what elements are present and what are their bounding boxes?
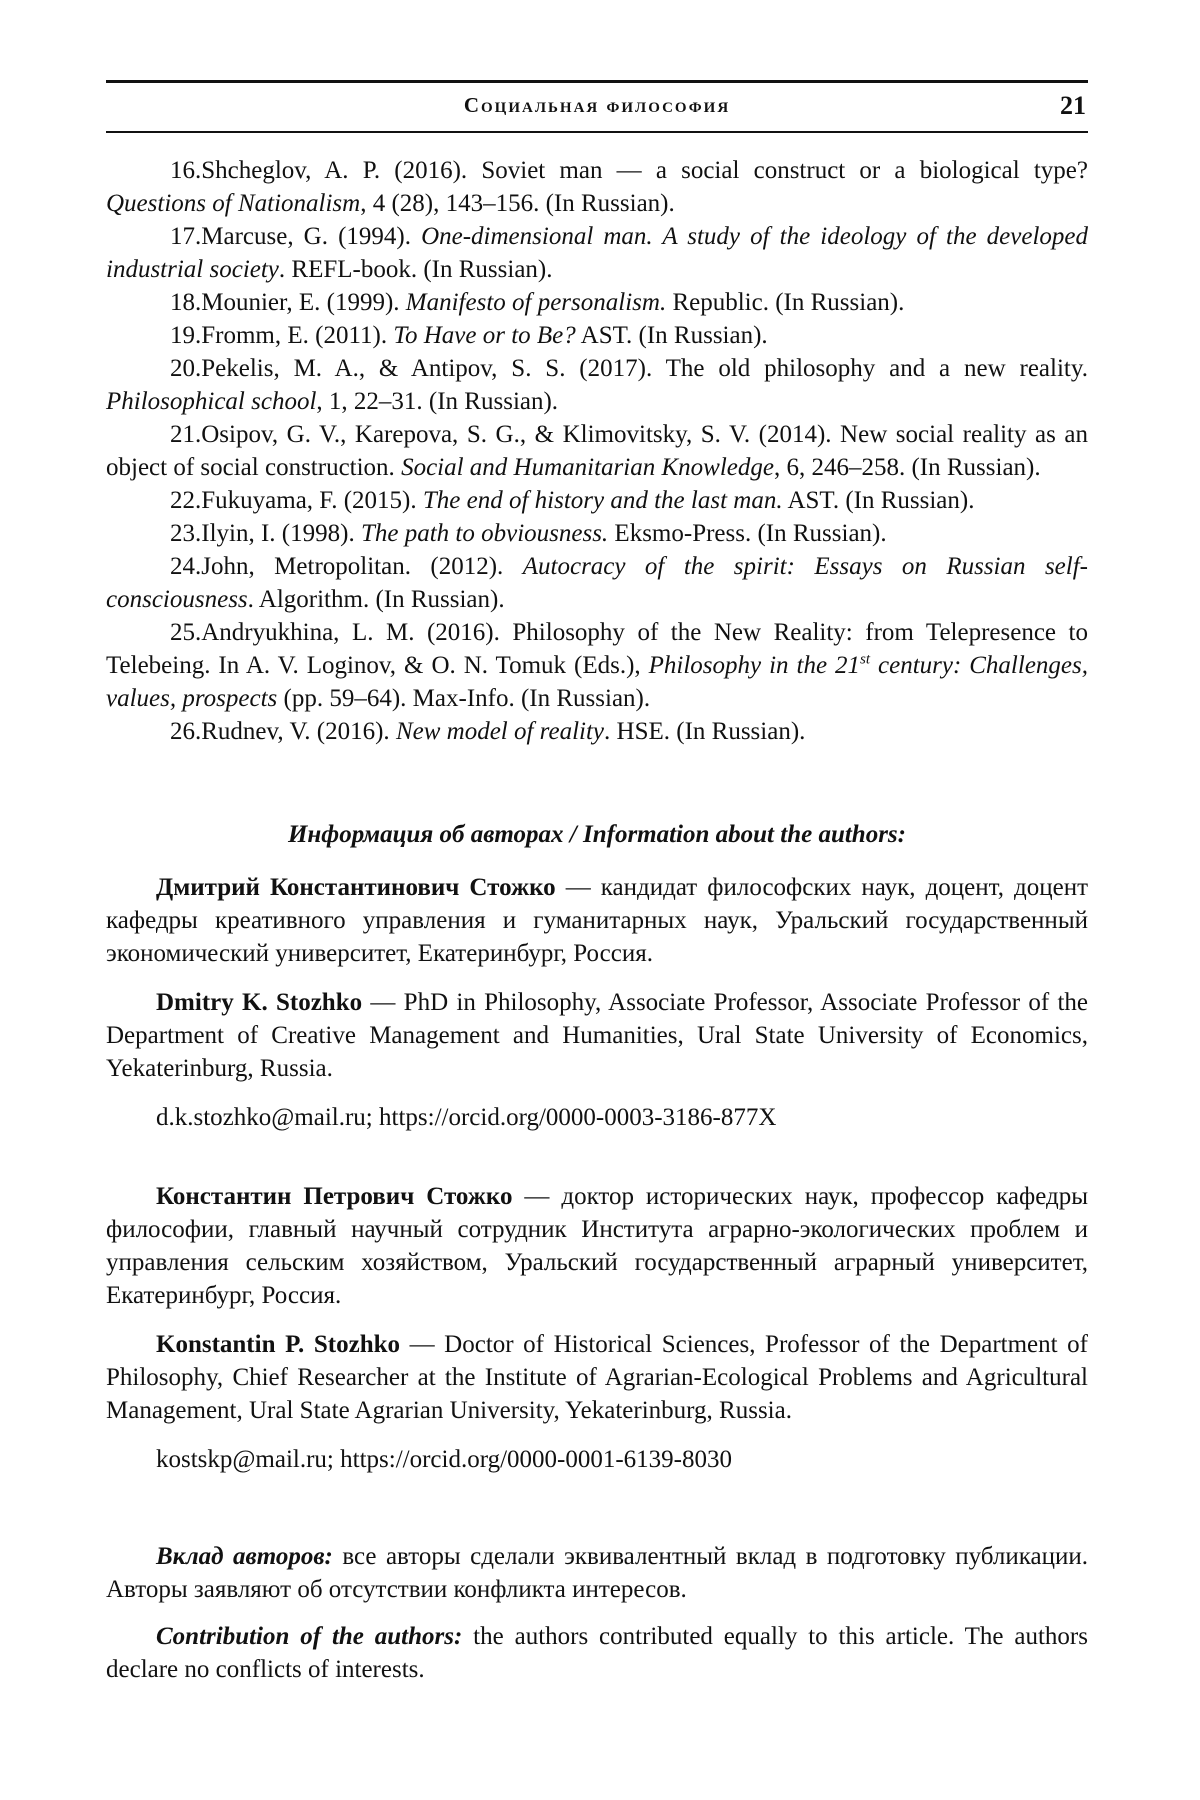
reference-details: , 1, 22–31. (In Russian). (316, 388, 559, 415)
author-contact: d.k.stozhko@mail.ru; https://orcid.org/0000-0003-3186-877X (156, 1104, 777, 1131)
reference-text: Osipov, G. V., Karepova, S. G., & Klimovitsky, S. V. (2014). New social reality as an object of social construction. (106, 421, 1088, 481)
reference-source: To Have or to Be? (393, 322, 576, 349)
reference-source: The end of history and the last man. (422, 487, 783, 514)
reference-number: 25. (170, 619, 202, 646)
reference-item (106, 517, 1088, 550)
reference-source: Questions of Nationalism (106, 190, 361, 217)
author-name: Константин Петрович Стожко (156, 1183, 513, 1210)
reference-item (106, 550, 1088, 616)
running-header (106, 80, 1088, 133)
reference-details: . HSE. (In Russian). (604, 718, 806, 745)
author-contact: kostskp@mail.ru; https://orcid.org/0000-0001-6139-8030 (156, 1446, 733, 1473)
author-info-en (106, 986, 1088, 1085)
reference-source-continued: century: Challenges, values, prospects (106, 652, 1088, 712)
reference-list (106, 154, 1088, 748)
reference-source: One-dimensional man. A study of the ideology of the developed industrial society (106, 223, 1088, 283)
reference-number: 21. (170, 421, 202, 448)
reference-text: Andryukhina, L. M. (2016). Philosophy of the New Reality: from Telepresence to Telebeing. In A. V. Loginov, & O. N. Tomuk (Eds.), (106, 619, 1088, 679)
reference-text: Fromm, E. (2011). (201, 322, 394, 349)
reference-details: AST. (In Russian). (575, 322, 768, 349)
reference-number: 24. (170, 553, 202, 580)
author-name: Дмитрий Константинович Стожко (156, 874, 556, 901)
reference-details: . REFL-book. (In Russian). (278, 256, 553, 283)
reference-details: Eksmo-Press. (In Russian). (608, 520, 887, 547)
reference-item (106, 616, 1088, 715)
contribution-label: Contribution of the authors: (156, 1623, 463, 1650)
reference-number: 23. (170, 520, 202, 547)
reference-item (106, 319, 1088, 352)
contribution-text: все авторы сделали эквивалентный вклад в подготовку публикации. Авторы заявляют об отсутствии конфликта интересов. (106, 1543, 1088, 1603)
reference-source: Manifesto of personalism. (405, 289, 667, 316)
reference-text: Marcuse, G. (1994). (201, 223, 422, 250)
reference-item (106, 715, 1088, 748)
reference-source: Philosophical school (106, 388, 317, 415)
running-title: Социальная философия (463, 93, 731, 117)
reference-number: 17. (170, 223, 202, 250)
reference-item (106, 286, 1088, 319)
author-description: — Doctor of Historical Sciences, Professor of the Department of Philosophy, Chief Researcher at the Institute of Agrarian-Ecological Problems and Agricultural Management, Ural State Agrarian University, Yekaterinburg, Russia. (106, 1331, 1088, 1424)
reference-source: Social and Humanitarian Knowledge (401, 454, 774, 481)
reference-text: Rudnev, V. (2016). (201, 718, 396, 745)
reference-details: AST. (In Russian). (782, 487, 975, 514)
author-info-ru (106, 871, 1088, 970)
reference-number: 19. (170, 322, 202, 349)
reference-text: Shcheglov, A. P. (2016). Soviet man — a social construct or a biological type? (201, 157, 1088, 184)
reference-item (106, 484, 1088, 517)
reference-details: Republic. (In Russian). (666, 289, 905, 316)
reference-number: 20. (170, 355, 202, 382)
reference-details: , 4 (28), 143–156. (In Russian). (360, 190, 675, 217)
reference-source: The path to obviousness. (360, 520, 609, 547)
reference-text: Ilyin, I. (1998). (201, 520, 361, 547)
author-name: Dmitry K. Stozhko (156, 989, 363, 1016)
author-info-en (106, 1328, 1088, 1427)
author-name: Konstantin P. Stozhko (156, 1331, 401, 1358)
page-number: 21 (1060, 91, 1086, 120)
reference-details: , 6, 246–258. (In Russian). (773, 454, 1041, 481)
reference-details: (pp. 59–64). Max-Info. (In Russian). (277, 685, 651, 712)
reference-details: . Algorithm. (In Russian). (247, 586, 505, 613)
reference-item (106, 154, 1088, 220)
reference-source: New model of reality (395, 718, 605, 745)
reference-number: 26. (170, 718, 202, 745)
reference-item (106, 220, 1088, 286)
reference-source: Philosophy in the 21 (648, 652, 861, 679)
journal-page (106, 80, 1088, 1686)
reference-text: Pekelis, M. A., & Antipov, S. S. (2017). The old philosophy and a new reality. (201, 355, 1088, 382)
reference-text: John, Metropolitan. (2012). (201, 553, 523, 580)
author-info-ru (106, 1180, 1088, 1312)
authors-heading: Информация об авторах / Information about the authors: (287, 821, 906, 848)
reference-text: Mounier, E. (1999). (201, 289, 406, 316)
author-description: — PhD in Philosophy, Associate Professor, Associate Professor of the Department of Creative Management and Humanities, Ural State University of Economics, Yekaterinburg, Russia. (106, 989, 1088, 1082)
reference-superscript: st (860, 651, 871, 668)
reference-source: Autocracy of the spirit: Essays on Russian self-consciousness (106, 553, 1088, 613)
reference-item (106, 352, 1088, 418)
reference-number: 18. (170, 289, 202, 316)
contribution-label: Вклад авторов: (156, 1543, 333, 1570)
contribution-en (106, 1620, 1088, 1686)
contribution-ru (106, 1540, 1088, 1606)
reference-number: 16. (170, 157, 202, 184)
reference-text: Fukuyama, F. (2015). (201, 487, 423, 514)
contribution-text: the authors contributed equally to this article. The authors declare no conflicts of interests. (106, 1623, 1088, 1683)
reference-number: 22. (170, 487, 202, 514)
author-description: — доктор исторических наук, профессор кафедры философии, главный научный сотрудник Института аграрно-экологических проблем и управления сельским хозяйством, Уральский государственный аграрный университет, Екатеринбург, Россия. (106, 1183, 1088, 1309)
reference-item (106, 418, 1088, 484)
author-description: — кандидат философских наук, доцент, доцент кафедры креативного управления и гуманитарных наук, Уральский государственный экономический университет, Екатеринбург, Россия. (106, 874, 1089, 967)
